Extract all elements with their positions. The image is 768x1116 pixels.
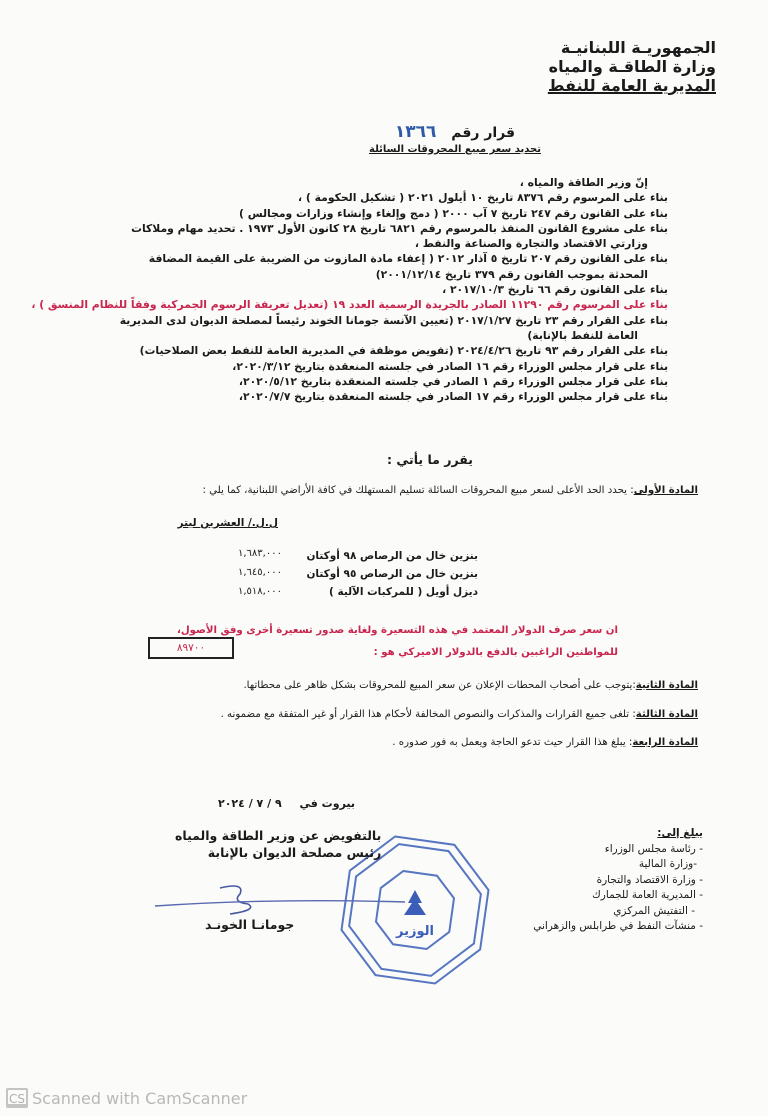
decides-heading: يقرر ما يأتي : [387, 452, 473, 467]
date-value: ٩ / ٧ / ٢٠٢٤ [218, 797, 282, 810]
decision-number: ١٣٦٦ [394, 122, 437, 142]
article-1-label: المادة الأولى [633, 485, 698, 496]
republic-name: الجمهوريـة اللبنانيـة [560, 38, 716, 57]
article-2-text: :يتوجب على أصحاب المحطات الإعلان عن سعر المبيع للمحروقات بشكل ظاهر على محطاتها. [243, 680, 636, 691]
preamble-line: وزارتي الاقتصاد والتجارة والصناعة والنفط ، [414, 237, 648, 251]
distribution-item: - منشآت النفط في طرابلس والزهراني [533, 920, 703, 932]
article-2-label: المادة الثانية [635, 680, 698, 691]
fuel-price: ١,٥١٨,٠٠٠ [238, 586, 282, 597]
article-3-text: : تلغى جميع القرارات والمذكرات والنصوص المخالفة لأحكام هذا القرار أو غير المتفقة مع مضمونه . [220, 709, 636, 720]
fuel-price: ١,٦٨٣,٠٠٠ [238, 548, 282, 559]
preamble-line: بناء على قرار مجلس الوزراء رقم ١٧ الصادر في جلسته المنعقدة بتاريخ ٢٠٢٠/٧/٧، [238, 390, 668, 404]
signature-line-2: رئيس مصلحة الديوان بالإنابة [207, 845, 382, 860]
decision-subject: تحديد سعر مبيع المحروقات السائلة [369, 144, 541, 155]
distribution-item: - رئاسة مجلس الوزراء [604, 842, 703, 855]
exchange-note [177, 620, 618, 664]
preamble-line: بناء على المرسوم رقم ١١٢٩٠ الصادر بالجريدة الرسمية العدد ١٩ (تعديل تعريفة الرسوم الجمركية وفقاً للنظام المنسق ) ، [31, 298, 668, 312]
preamble-line: المحدثة بموجب القانون رقم ٣٧٩ تاريخ ٢٠٠١/١٢/١٤) [375, 267, 648, 281]
signature-line-1: بالتفويض عن وزير الطاقة والمياه [175, 828, 382, 843]
preamble-line: العامة للنفط بالإنابة) [527, 328, 638, 342]
distribution-list [533, 826, 703, 935]
ministry-name: وزارة الطاقـة والمياه [548, 57, 716, 76]
exchange-line-1: ان سعر صرف الدولار المعتمد في هذه التسعيرة ولغاية صدور تسعيرة أخرى وفق الأصول، [176, 625, 618, 636]
fuel-name: بنزين خال من الرصاص ٩٥ أوكتان [306, 568, 478, 580]
fuel-price: ١,٦٤٥,٠٠٠ [238, 567, 282, 578]
exchange-line-2: للمواطنين الراغبين بالدفع بالدولار الاميركي هو : [373, 647, 618, 658]
preamble-line: إنّ وزير الطاقة والمياه ، [519, 176, 648, 189]
exchange-rate-box: ٨٩٧٠٠ [148, 637, 234, 659]
distribution-item: - التفتيش المركزي [613, 904, 695, 917]
camscanner-logo-icon: CS [6, 1088, 28, 1108]
decision-title [330, 122, 580, 155]
svg-text:الوزير: الوزير [396, 924, 434, 939]
price-unit: ل.ل./ العشرين ليتر [177, 517, 278, 529]
article-3 [221, 709, 698, 720]
article-2 [243, 680, 698, 691]
article-3-label: المادة الثالثة [635, 709, 698, 720]
issue-date [218, 797, 355, 810]
preamble-line: بناء على المرسوم رقم ٨٣٧٦ تاريخ ١٠ أيلول ٢٠٢١ ( تشكيل الحكومة ) ، [298, 191, 668, 205]
distribution-item: - المديرية العامة للجمارك [592, 889, 703, 901]
signature-block [175, 827, 381, 861]
preamble-line: بناء على قرار مجلس الوزراء رقم ١٦ الصادر في جلسته المنعقدة بتاريخ ٢٠٢٠/٣/١٢، [232, 359, 668, 373]
distribution-item: - وزارة الاقتصاد والتجارة [596, 873, 703, 886]
preamble-line: بناء على القرار رقم ٩٣ تاريخ ٢٠٢٤/٤/٢٦ (تفويض موظفة في المديرية العامة للنفط بعض الصلاحيات) [139, 344, 668, 358]
article-1-text: : يحدد الحد الأعلى لسعر مبيع المحروقات السائلة تسليم المستهلك في كافة الأراضي اللبنانية، كما يلي : [202, 485, 634, 496]
fuel-name: بنزين خال من الرصاص ٩٨ أوكتان [306, 550, 478, 562]
handwritten-signature [150, 880, 410, 920]
watermark-text: Scanned with CamScanner [32, 1088, 248, 1108]
preamble [31, 175, 668, 404]
preamble-line: بناء على قرار مجلس الوزراء رقم ١ الصادر في جلسته المنعقدة بتاريخ ٢٠٢٠/٥/١٢، [238, 374, 668, 388]
directorate-name: المديرية العامة للنفط [547, 76, 716, 95]
preamble-line: بناء على القانون رقم ٦٦ تاريخ ٢٠١٧/١٠/٣ ، [442, 283, 668, 297]
preamble-line: بناء على القرار رقم ٢٣ تاريخ ٢٠١٧/١/٢٧ (تعيين الآنسة جومانا الخوند رئيساً لمصلحة الديوان لدى المديرية [119, 313, 668, 327]
preamble-line: بناء على مشروع القانون المنفذ بالمرسوم رقم ٦٨٢١ تاريخ ٢٨ كانون الأول ١٩٧٣ . تحديد مهام وملاكات [131, 221, 668, 235]
article-4-text: : يبلغ هذا القرار حيث تدعو الحاجة ويعمل به فور صدوره . [392, 737, 633, 748]
decision-label: قرار رقم [451, 125, 516, 141]
distribution-item: -وزارة المالية [638, 858, 697, 870]
camscanner-watermark [6, 1088, 247, 1108]
preamble-line: بناء على القانون رقم ٢٠٧ تاريخ ٥ آذار ٢٠١٢ ( إعفاء مادة المازوت من الضريبة على القيمة المضافة [148, 252, 668, 266]
article-4-label: المادة الرابعة [632, 737, 698, 748]
date-label: بيروت في [299, 797, 356, 810]
letterhead [548, 38, 716, 95]
article-4 [392, 737, 698, 748]
signatory-name: جومانـا الخونـد [205, 917, 295, 932]
article-1 [202, 485, 698, 496]
fuel-name: ديزل أويل ( للمركبات الآلية ) [329, 586, 478, 598]
distribution-heading: يبلغ إلى: [657, 827, 703, 839]
preamble-line: بناء على القانون رقم ٢٤٧ تاريخ ٧ آب ٢٠٠٠ ( دمج وإلغاء وإنشاء وزارات ومجالس ) [239, 206, 668, 220]
